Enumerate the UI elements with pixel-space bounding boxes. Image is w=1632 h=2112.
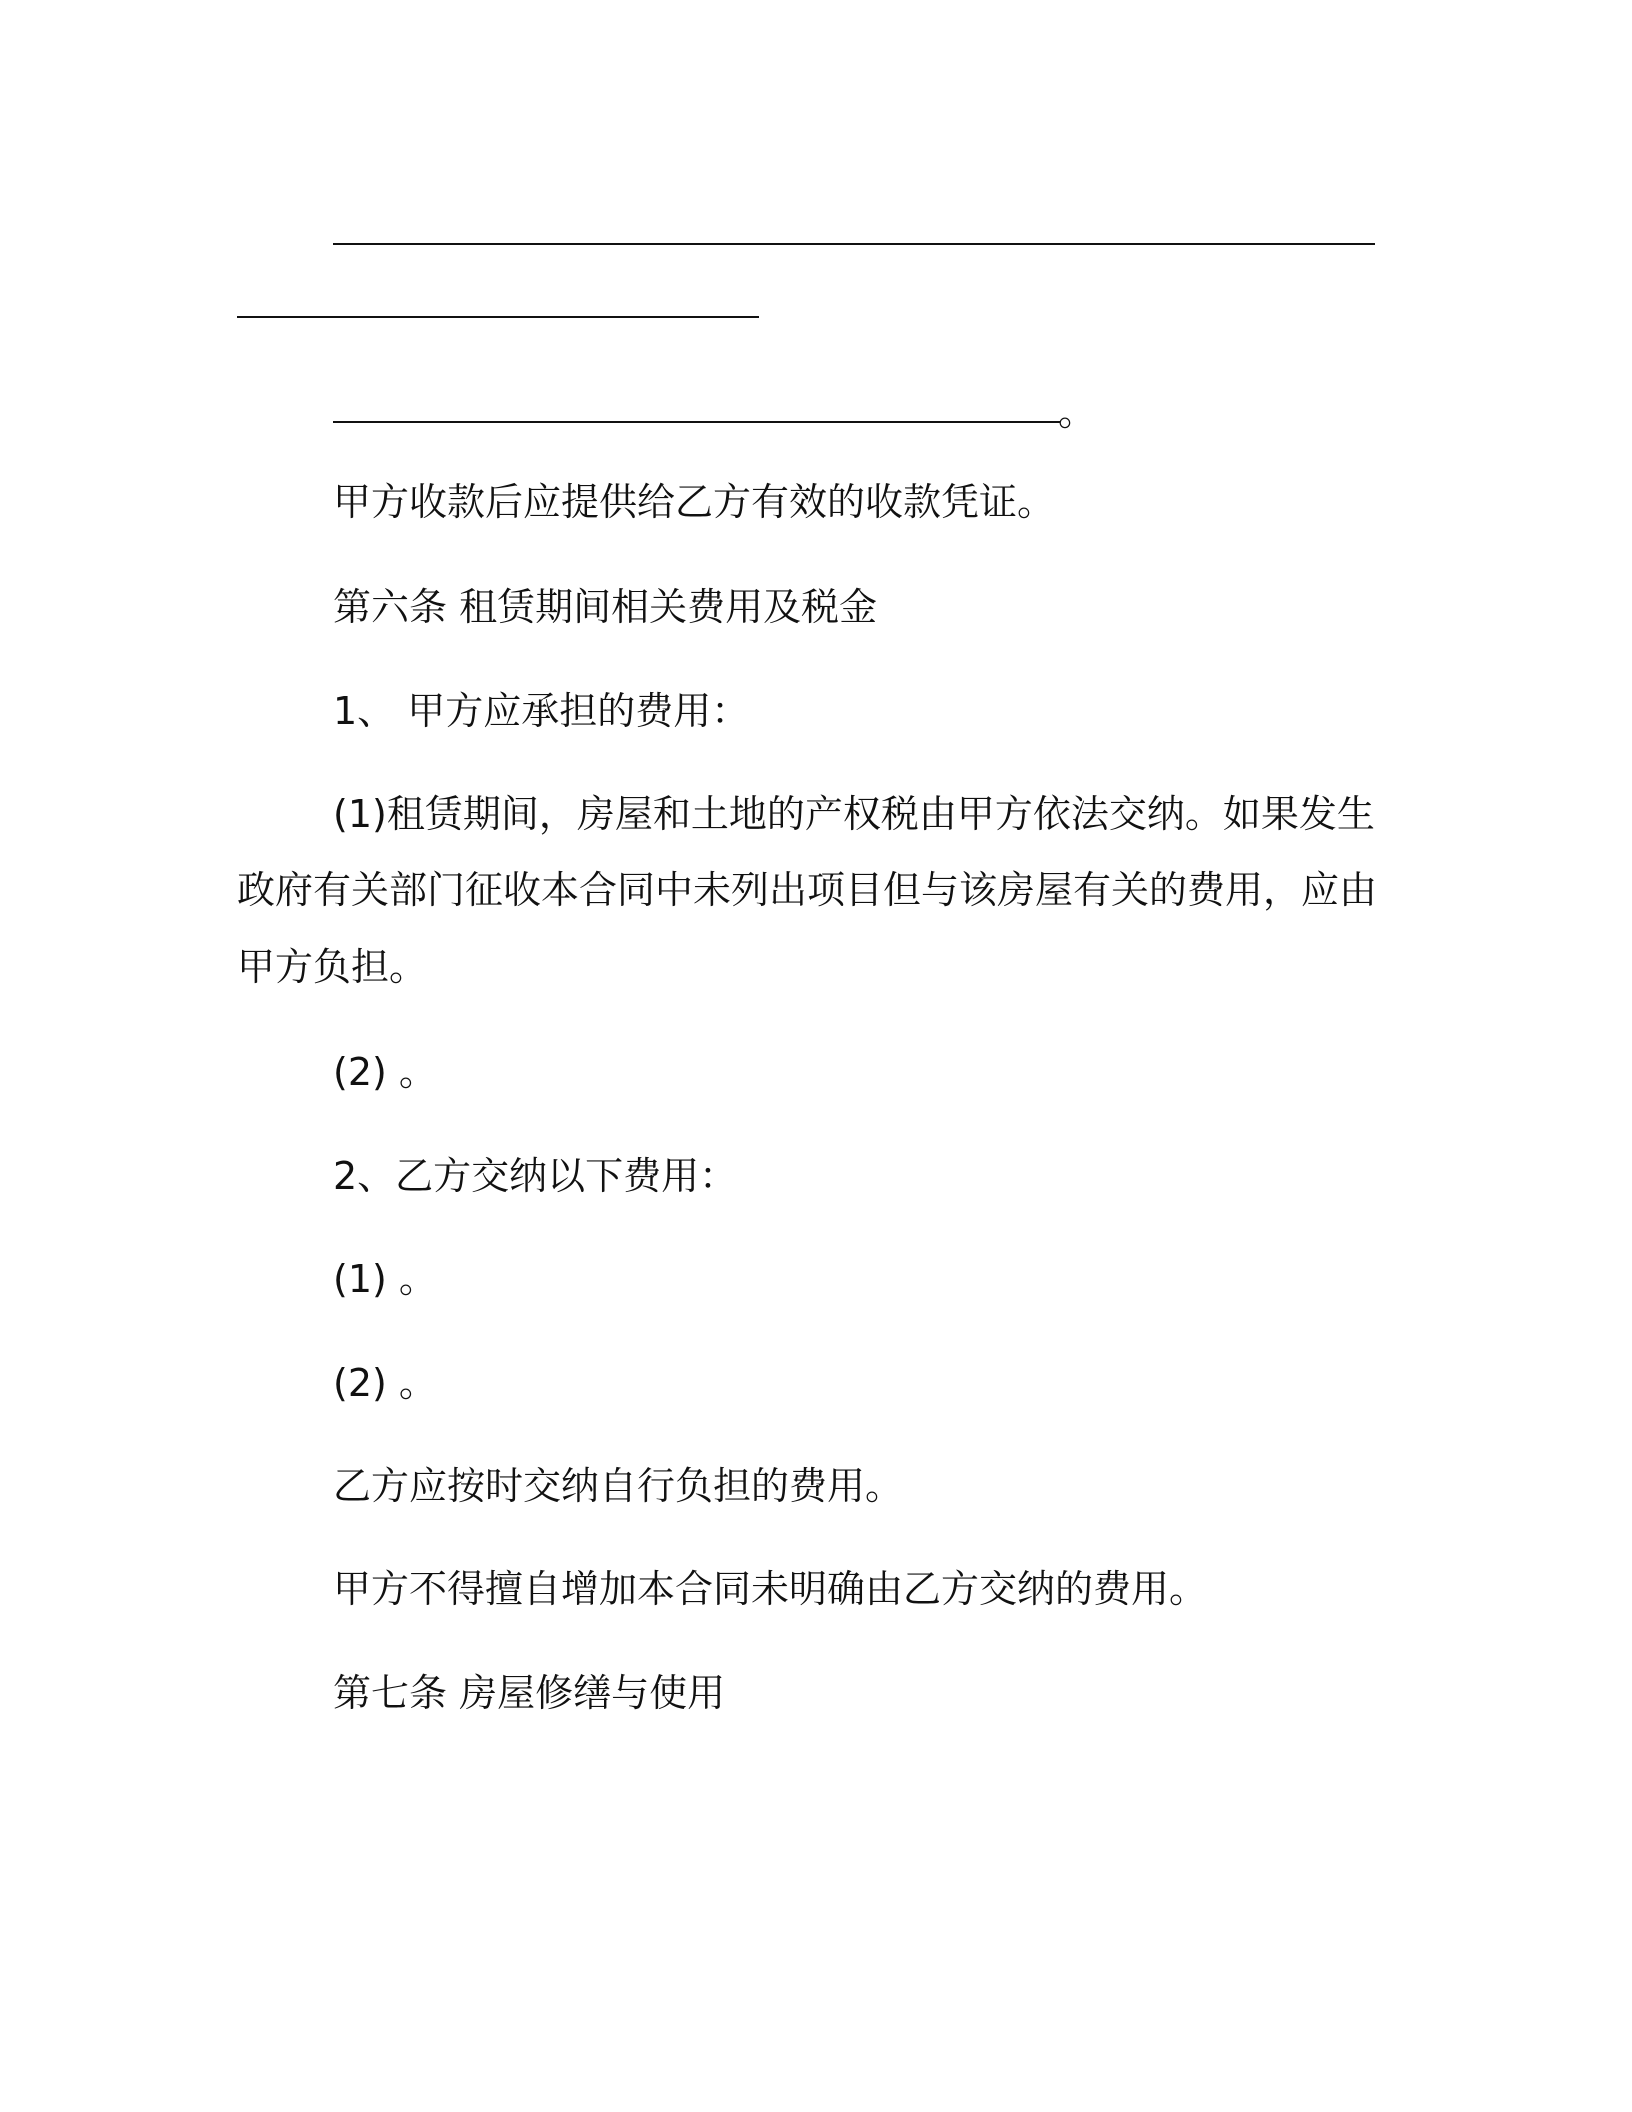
article-6-heading: 第六条 租赁期间相关费用及税金 bbox=[333, 585, 878, 629]
blank-line-2 bbox=[237, 316, 759, 318]
blank-line-1 bbox=[333, 243, 1375, 245]
article-6-item-1-title: 1、 甲方应承担的费用： bbox=[333, 689, 750, 733]
article-6-item-1-sub-2: (2) 。 bbox=[333, 1050, 437, 1094]
blank-end-mark: 。 bbox=[1058, 390, 1097, 434]
receipt-note: 甲方收款后应提供给乙方有效的收款凭证。 bbox=[333, 480, 1056, 524]
article-6-item-2-title: 2、乙方交纳以下费用： bbox=[333, 1154, 738, 1198]
article-6-item-2-sub-1: (1) 。 bbox=[333, 1257, 437, 1301]
article-6-item-1-sub-1-line-1: (1)租赁期间，房屋和土地的产权税由甲方依法交纳。如果发生 bbox=[333, 792, 1375, 836]
article-6-item-2-sub-2: (2) 。 bbox=[333, 1361, 437, 1405]
article-6-item-1-sub-1-line-2: 政府有关部门征收本合同中未列出项目但与该房屋有关的费用，应由 bbox=[237, 868, 1378, 912]
article-6-note-1: 乙方应按时交纳自行负担的费用。 bbox=[333, 1464, 904, 1508]
article-6-note-2: 甲方不得擅自增加本合同未明确由乙方交纳的费用。 bbox=[333, 1567, 1208, 1611]
blank-line-3 bbox=[333, 421, 1060, 423]
article-6-item-1-sub-1-line-3: 甲方负担。 bbox=[237, 945, 428, 989]
article-7-heading: 第七条 房屋修缮与使用 bbox=[333, 1671, 726, 1715]
